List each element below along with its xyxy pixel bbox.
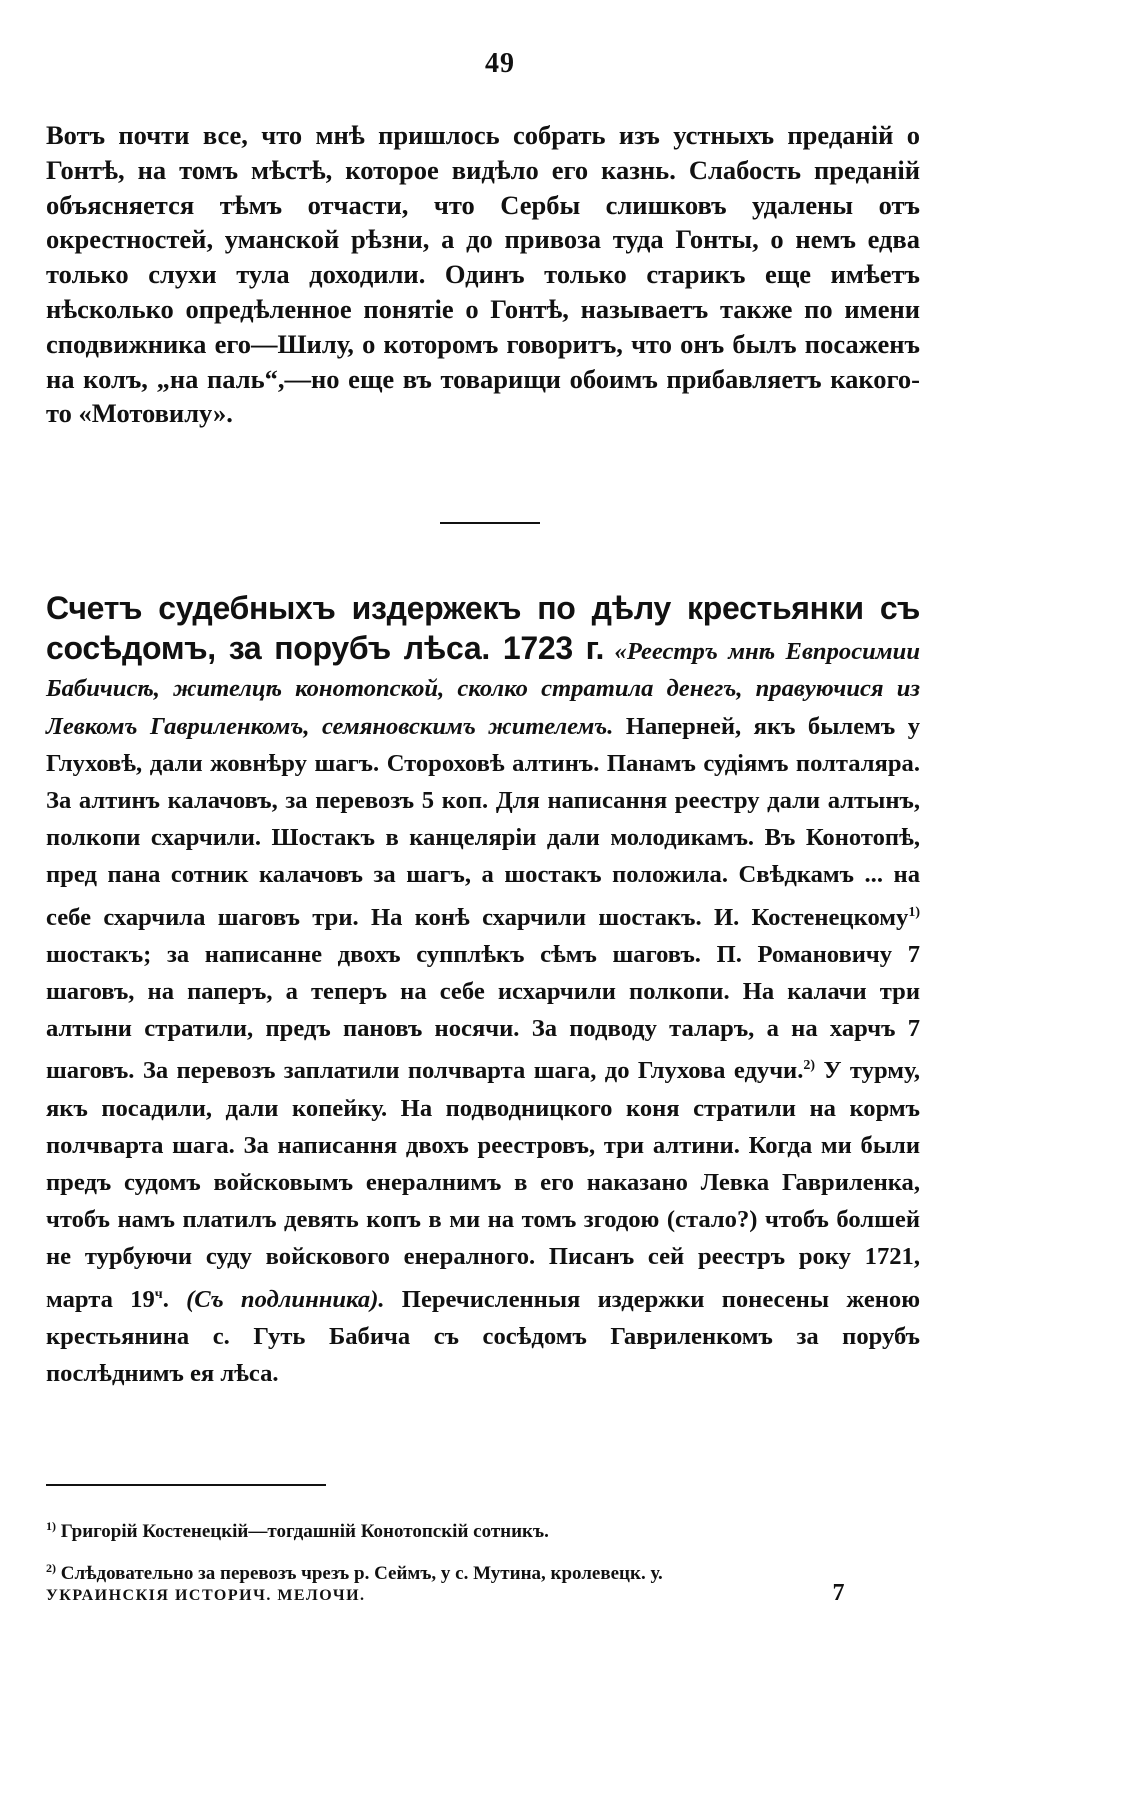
footnote-rule [46, 1484, 326, 1486]
signature-title: УКРАИНСКІЯ ИСТОРИЧ. МЕЛОЧИ. [46, 1587, 366, 1604]
footnote-ref-2: 2) [803, 1058, 816, 1074]
footnote-text: Григорій Костенецкій—тогдашній Конотопскій сотникъ. [60, 1521, 549, 1542]
signature-number: 7 [832, 1580, 846, 1606]
page-number: 49 [485, 48, 515, 79]
footnote-ref-1: 1) [908, 904, 920, 920]
register-text-part-d: . [162, 1285, 169, 1313]
paragraph-oral-traditions: Вотъ почти все, что мнѣ пришлось собрать изъ устныхъ преданій о Гонтѣ, на томъ мѣстѣ, которое видѣло его казнь. Слабость преданій объясняется тѣмъ отчасти, что Сербы слишковъ удалены отъ окрестностей, уманской рѣзни, а до привоза туда Гонты, о немъ едва только слухи тула доходили. Одинъ только старикъ еще имѣетъ нѣсколько опредѣленное понятіе о Гонтѣ, называетъ также по имени сподвижника его—Шилу, о которомъ говоритъ, что онъ былъ посаженъ на колъ, „на паль“,—но еще въ товарищи обоимъ прибавляетъ какого-то «Мотовилу». [46, 120, 920, 429]
signature-line [46, 1580, 920, 1607]
paragraph-court-costs [46, 590, 920, 1392]
date-superscript: ч [154, 1286, 163, 1302]
register-title: «Реестръ мнѣ Евпросимии Бабичисѣ, жителцѣ конотопской, сколко стратила денегъ, правуючися из Левкомъ Гавриленкомъ, семяновскимъ жителемъ. [46, 638, 920, 740]
section-heading: Счетъ судебныхъ издержекъ по дѣлу крестьянки съ сосѣдомъ, за порубъ лѣса. 1723 г. [46, 590, 920, 667]
footnote-mark: 2) [46, 1561, 56, 1575]
commentary-text: Перечисленныя издержки понесены женою крестьянина с. Гуть Бабича съ сосѣдомъ Гавриленкомъ за порубъ послѣднимъ ея лѣса. [46, 1285, 921, 1388]
footnote-text: Слѣдовательно за перевозъ чрезъ р. Сеймъ, у с. Мутина, кролевецк. у. [60, 1563, 663, 1584]
footnote-1 [46, 1508, 920, 1550]
source-note: (Съ подлинника). [186, 1285, 385, 1313]
footnote-mark: 1) [46, 1519, 56, 1533]
register-text-part-c: У турму, якъ посадили, дали копейку. На подводницкого коня стратили на кормъ полчварта шага. За написання двохъ реестровъ, три алтини. Когда ми были предъ судомъ войсковымъ енералнимъ в его наказано Левка Гавриленка, чтобъ намъ платилъ девять копъ в ми на томъ згодою (стало?) чтобъ болшей не турбуючи суду войскового енералного. Писанъ сей реестръ року 1721, марта 19 [46, 1057, 920, 1313]
register-text-part-b: шостакъ; за написанне двохъ супплѣкъ сѣмъ шаговъ. П. Романовичу 7 шаговъ, на паперъ, а теперъ на себе исхарчили полкопи. На калачи три алтыни стратили, предъ пановъ носячи. За подводу таларъ, а на харчъ 7 шаговъ. За перевозъ заплатили полчварта шага, до Глухова едучи. [46, 940, 920, 1085]
register-text-part-a: Наперней, якъ былемъ у Глуховѣ, дали жовнѣру шагъ. Стороховѣ алтинъ. Панамъ судіямъ полталяра. За алтинъ калачовъ, за перевозъ 5 коп. Для написання реестру дали алтынъ, полкопи схарчили. Шостакъ в канцеляріи дали молодикамъ. Въ Конотопѣ, пред пана сотник калачовъ за шагъ, а шостакъ положила. Свѣдкамъ ... на себе схарчила шаговъ три. На конѣ схарчили шостакъ. И. Костенецкому [46, 712, 920, 931]
section-divider [440, 522, 540, 524]
